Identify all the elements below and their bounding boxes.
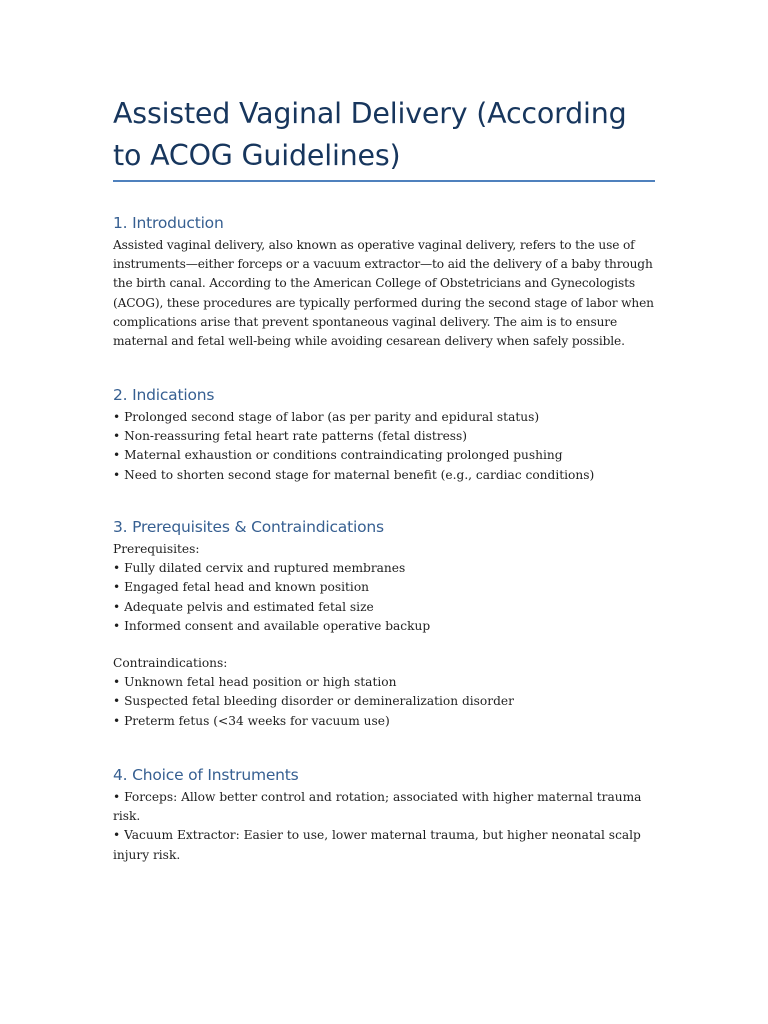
- list-item: • Non-reassuring fetal heart rate patterns (fetal distress): [113, 429, 468, 444]
- section-heading-indications: 2. Indications: [113, 386, 215, 404]
- list-item: • Suspected fetal bleeding disorder or demineralization disorder: [113, 694, 514, 709]
- section-heading-introduction: 1. Introduction: [113, 214, 224, 232]
- list-item: • Forceps: Allow better control and rotation; associated with higher maternal trauma risk.: [113, 790, 642, 824]
- contraindications-label: Contraindications:: [113, 656, 228, 671]
- indications-list: [113, 408, 655, 485]
- section-introduction: [113, 212, 655, 351]
- list-item: • Preterm fetus (<34 weeks for vacuum use): [113, 713, 390, 728]
- introduction-paragraph: Assisted vaginal delivery, also known as operative vaginal delivery, refers to the use of instruments—either forceps or a vacuum extractor—to aid the delivery of a baby through the birth canal. According to the American College of Obstetricians and Gynecologists (ACOG), these procedures are typically performed during the second stage of labor when complications arise that prevent spontaneous vaginal delivery. The aim is to ensure maternal and fetal well-being while avoiding cesarean delivery when safely possible.: [113, 238, 654, 349]
- title-divider: [113, 180, 655, 182]
- instruments-list: [113, 788, 655, 865]
- list-item: • Engaged fetal head and known position: [113, 580, 370, 595]
- section-prerequisites-contraindications: [113, 516, 655, 731]
- prerequisites-label: Prerequisites:: [113, 542, 200, 556]
- section-indications: [113, 384, 655, 485]
- section-heading-prerequisites: 3. Prerequisites & Contraindications: [113, 518, 384, 536]
- contraindications-list: [113, 654, 655, 731]
- list-item: • Vacuum Extractor: Easier to use, lower maternal trauma, but higher neonatal scalp injury risk.: [113, 828, 641, 862]
- list-item: • Maternal exhaustion or conditions contraindicating prolonged pushing: [113, 448, 563, 463]
- document-title: Assisted Vaginal Delivery (According to ACOG Guidelines): [113, 97, 627, 172]
- prerequisites-list: [113, 540, 655, 636]
- section-heading-instruments: 4. Choice of Instruments: [113, 766, 299, 784]
- list-item: • Fully dilated cervix and ruptured membranes: [113, 561, 406, 576]
- list-item: • Informed consent and available operative backup: [113, 618, 431, 633]
- list-item: • Need to shorten second stage for maternal benefit (e.g., cardiac conditions): [113, 467, 595, 482]
- section-choice-of-instruments: [113, 764, 655, 865]
- list-item: • Unknown fetal head position or high station: [113, 675, 397, 690]
- list-item: • Adequate pelvis and estimated fetal size: [113, 599, 374, 614]
- list-item: • Prolonged second stage of labor (as per parity and epidural status): [113, 410, 540, 424]
